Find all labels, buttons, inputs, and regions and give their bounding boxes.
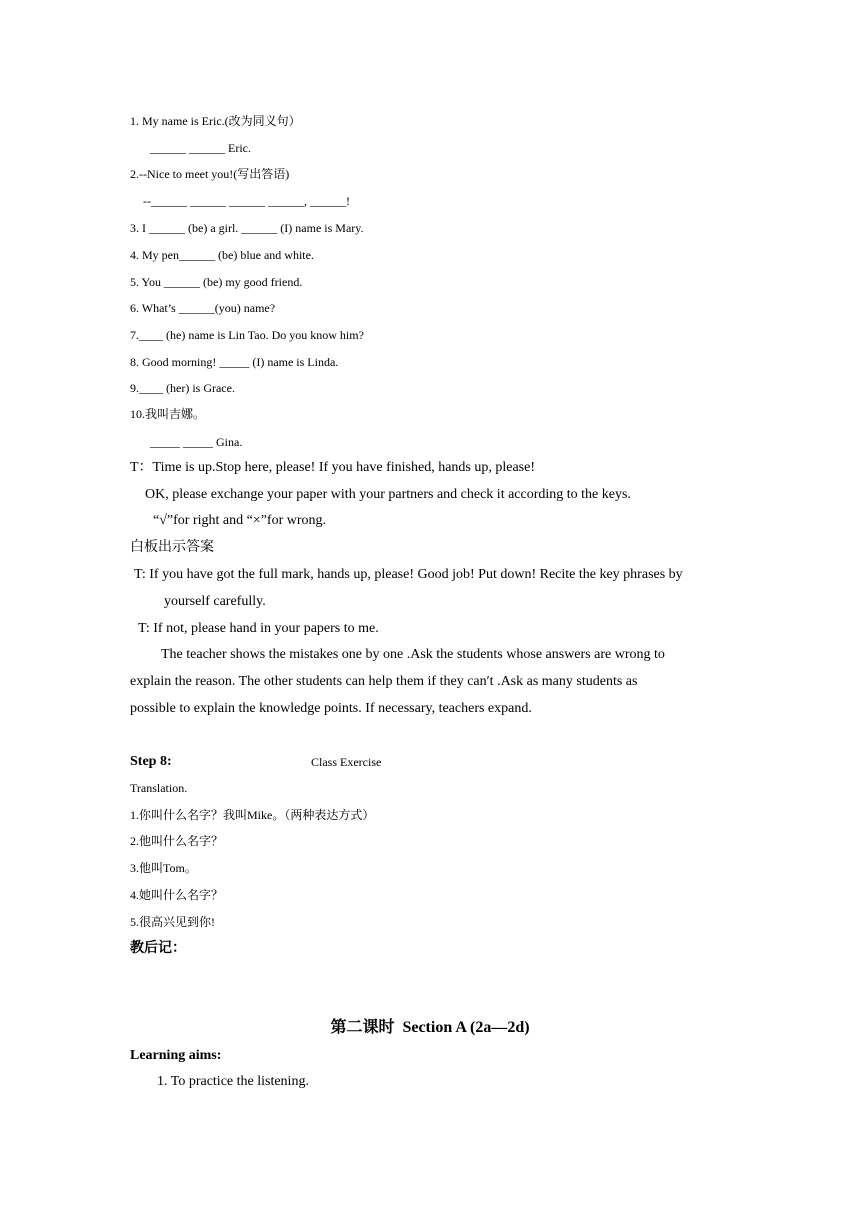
exercise-item: 8. Good morning! _____ (I) name is Linda. — [130, 355, 339, 369]
learning-aims-label: Learning aims: — [130, 1048, 222, 1063]
teacher-line: T: If not, please hand in your papers to me. — [138, 621, 379, 636]
exercise-item: ______ ______ Eric. — [150, 141, 251, 155]
whiteboard-note: 白板出示答案 — [130, 540, 214, 555]
exercise-item: 7.____ (he) name is Lin Tao. Do you know him? — [130, 328, 364, 342]
translation-item: 2.他叫什么名字？ — [130, 834, 224, 848]
exercise-item: _____ _____ Gina. — [150, 435, 243, 449]
exercise-item: 9.____ (her) is Grace. — [130, 381, 235, 395]
translation-item: 1.你叫什么名字？我叫Mike。（两种表达方式） — [130, 808, 375, 822]
exercise-item: 2.--Nice to meet you!(写出答语) — [130, 167, 290, 181]
notes-label: 教后记： — [130, 941, 186, 956]
exercise-item: 1. My name is Eric.(改为同义句） — [130, 114, 301, 128]
teacher-line: “√”for right and “×”for wrong. — [153, 513, 327, 528]
teacher-line: T: If you have got the full mark, hands up, please! Good job! Put down! Recite the key phrases by — [134, 567, 683, 582]
paragraph-line: The teacher shows the mistakes one by one .Ask the students whose answers are wrong to — [161, 647, 665, 662]
step-subtitle: Translation. — [130, 781, 188, 795]
exercise-item: --______ ______ ______ ______, ______! — [143, 194, 350, 208]
translation-item: 4.她叫什么名字？ — [130, 888, 224, 902]
exercise-item: 10.我叫吉娜。 — [130, 407, 206, 421]
translation-item: 5.很高兴见到你! — [130, 915, 215, 929]
teacher-line: T：Time is up.Stop here, please! If you have finished, hands up, please! — [130, 460, 536, 475]
teacher-line: yourself carefully. — [164, 594, 266, 609]
translation-item: 3.他叫Tom。 — [130, 861, 197, 875]
paragraph-line: possible to explain the knowledge points. If necessary, teachers expand. — [130, 701, 532, 716]
exercise-item: 6. What’s ______(you) name? — [130, 301, 276, 315]
exercise-item: 3. I ______ (be) a girl. ______ (I) name is Mary. — [130, 221, 364, 235]
step-title: Class Exercise — [311, 755, 382, 769]
teacher-line: OK, please exchange your paper with your partners and check it according to the keys. — [145, 487, 631, 502]
step-label: Step 8: — [130, 754, 172, 769]
exercise-item: 4. My pen______ (be) blue and white. — [130, 248, 314, 262]
learning-aim-item: 1. To practice the listening. — [157, 1074, 309, 1089]
paragraph-line: explain the reason. The other students can help them if they can′t .Ask as many students as — [130, 674, 638, 689]
exercise-item: 5. You ______ (be) my good friend. — [130, 275, 303, 289]
lesson-title: 第二课时 Section A (2a—2d) — [330, 1019, 530, 1036]
